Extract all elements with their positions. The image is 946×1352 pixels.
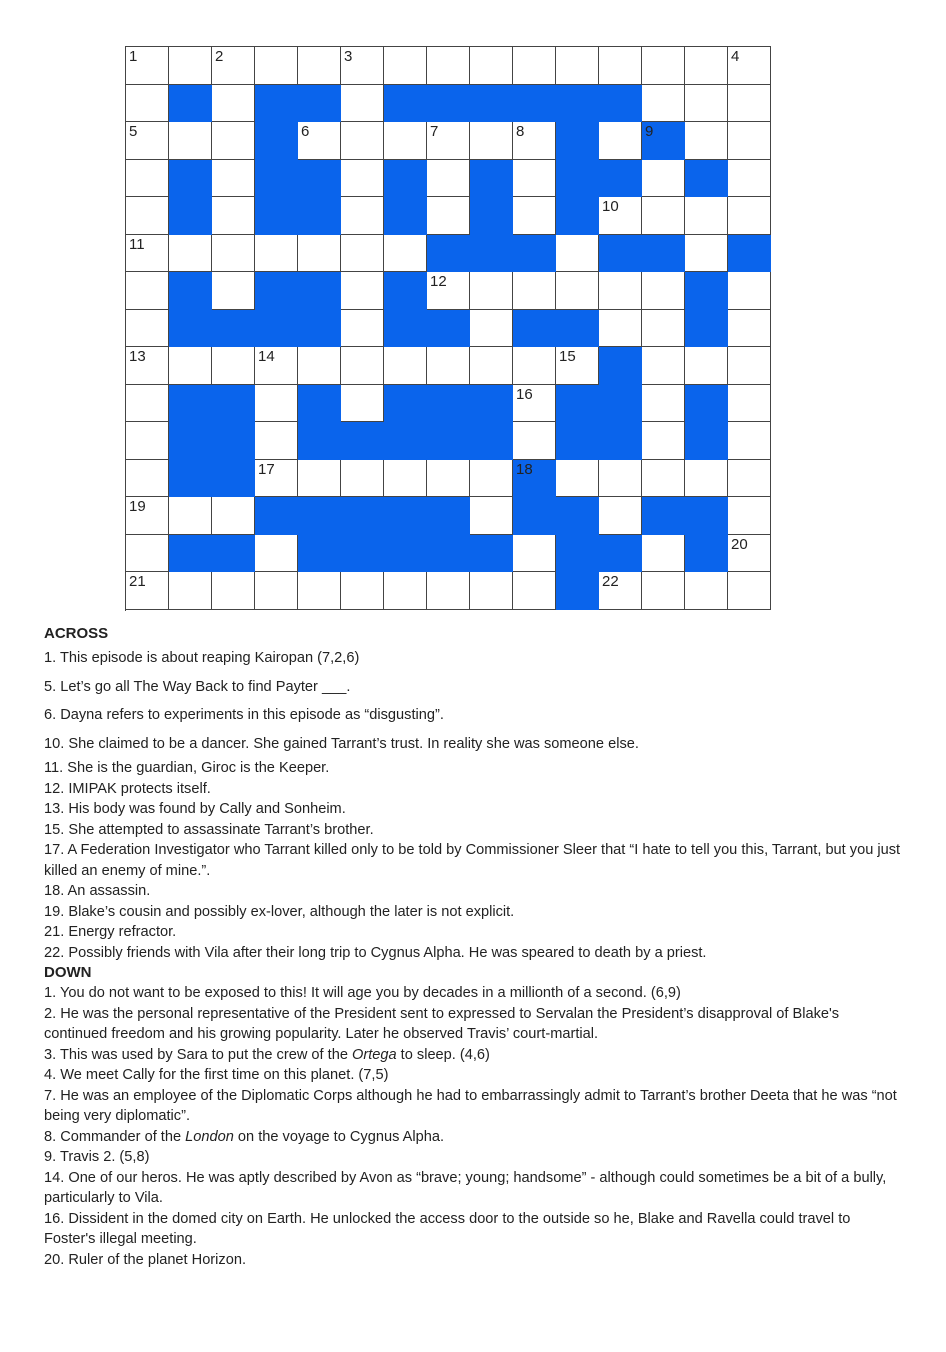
clue-number: 2 <box>215 48 224 65</box>
block-cell <box>298 310 341 348</box>
letter-cell[interactable] <box>728 422 771 460</box>
block-cell <box>384 85 427 123</box>
across-clue-list <box>44 644 904 963</box>
letter-cell[interactable] <box>126 197 169 235</box>
block-cell <box>556 85 599 123</box>
letter-cell[interactable] <box>341 385 384 423</box>
block-cell <box>599 422 642 460</box>
letter-cell[interactable] <box>728 272 771 310</box>
block-cell <box>169 197 212 235</box>
clues-section <box>44 624 904 1270</box>
block-cell <box>513 310 556 348</box>
letter-cell[interactable] <box>169 347 212 385</box>
clue-number: 14 <box>258 348 275 365</box>
clue-number: 8 <box>516 123 525 140</box>
block-cell <box>685 535 728 573</box>
letter-cell[interactable] <box>384 347 427 385</box>
letter-cell[interactable] <box>212 85 255 123</box>
letter-cell[interactable] <box>728 572 771 610</box>
letter-cell[interactable] <box>642 197 685 235</box>
block-cell <box>556 122 599 160</box>
letter-cell[interactable] <box>470 272 513 310</box>
letter-cell[interactable] <box>384 47 427 85</box>
letter-cell[interactable] <box>384 572 427 610</box>
down-clue: 2. He was the personal representative of the President sent to expressed to Servalan the President’s disapproval of Blake's continued freedom and his growing popularity. Later he observed Travis’ court-martial. <box>44 1005 840 1042</box>
across-clue: 18. An assassin. <box>44 883 151 899</box>
clue-number: 17 <box>258 460 275 478</box>
letter-cell[interactable] <box>728 310 771 348</box>
letter-cell[interactable] <box>513 160 556 198</box>
block-cell <box>384 197 427 235</box>
letter-cell[interactable] <box>599 460 642 498</box>
across-heading: ACROSS <box>44 625 109 642</box>
letter-cell[interactable] <box>599 572 642 610</box>
letter-cell[interactable] <box>685 347 728 385</box>
clue-number: 3 <box>344 48 353 65</box>
block-cell <box>384 310 427 348</box>
letter-cell[interactable] <box>642 422 685 460</box>
letter-cell[interactable] <box>556 47 599 85</box>
block-cell <box>556 535 599 573</box>
block-cell <box>255 160 298 198</box>
clue-number: 19 <box>129 498 146 515</box>
letter-cell[interactable] <box>126 160 169 198</box>
letter-cell[interactable] <box>470 460 513 498</box>
letter-cell[interactable] <box>685 197 728 235</box>
letter-cell[interactable] <box>427 572 470 610</box>
letter-cell[interactable] <box>255 460 298 498</box>
block-cell <box>298 497 341 535</box>
block-cell <box>212 422 255 460</box>
letter-cell[interactable] <box>126 422 169 460</box>
letter-cell[interactable] <box>341 197 384 235</box>
letter-cell[interactable] <box>728 497 771 535</box>
letter-cell[interactable] <box>513 385 556 423</box>
clue-number: 6 <box>301 123 310 140</box>
letter-cell[interactable] <box>126 535 169 573</box>
letter-cell[interactable] <box>642 160 685 198</box>
down-clue: 4. We meet Cally for the first time on this planet. (7,5) <box>44 1067 389 1083</box>
block-cell <box>298 535 341 573</box>
across-clue: 21. Energy refractor. <box>44 924 177 940</box>
letter-cell[interactable] <box>685 235 728 273</box>
letter-cell[interactable] <box>341 85 384 123</box>
across-clue: 19. Blake’s cousin and possibly ex-lover, although the later is not explicit. <box>44 903 515 920</box>
letter-cell[interactable] <box>255 47 298 85</box>
across-clue: 12. IMIPAK protects itself. <box>44 780 211 797</box>
letter-cell[interactable] <box>341 272 384 310</box>
block-cell <box>513 460 556 498</box>
letter-cell[interactable] <box>728 85 771 123</box>
letter-cell[interactable] <box>513 347 556 385</box>
clue-number: 11 <box>129 235 145 253</box>
letter-cell[interactable] <box>470 572 513 610</box>
letter-cell[interactable] <box>599 197 642 235</box>
letter-cell[interactable] <box>126 385 169 423</box>
letter-cell[interactable] <box>685 572 728 610</box>
letter-cell[interactable] <box>169 235 212 273</box>
clue-number: 13 <box>129 348 146 365</box>
letter-cell[interactable] <box>212 122 255 160</box>
letter-cell[interactable] <box>728 160 771 198</box>
letter-cell[interactable] <box>126 347 169 385</box>
down-clue: 8. Commander of the London on the voyage to Cygnus Alpha. <box>44 1128 444 1145</box>
block-cell <box>427 85 470 123</box>
letter-cell[interactable] <box>212 572 255 610</box>
block-cell <box>513 85 556 123</box>
letter-cell[interactable] <box>642 272 685 310</box>
block-cell <box>556 497 599 535</box>
block-cell <box>341 422 384 460</box>
letter-cell[interactable] <box>642 310 685 348</box>
block-cell <box>685 385 728 423</box>
letter-cell[interactable] <box>642 47 685 85</box>
block-cell <box>642 122 685 160</box>
block-cell <box>169 422 212 460</box>
block-cell <box>212 385 255 423</box>
block-cell <box>169 85 212 123</box>
down-clue: 9. Travis 2. (5,8) <box>44 1149 150 1165</box>
block-cell <box>298 385 341 423</box>
letter-cell[interactable] <box>341 122 384 160</box>
block-cell <box>556 385 599 423</box>
letter-cell[interactable] <box>599 47 642 85</box>
block-cell <box>384 535 427 573</box>
block-cell <box>212 460 255 498</box>
letter-cell[interactable] <box>470 347 513 385</box>
letter-cell[interactable] <box>685 47 728 85</box>
block-cell <box>556 572 599 610</box>
letter-cell[interactable] <box>126 460 169 498</box>
letter-cell[interactable] <box>685 460 728 498</box>
block-cell <box>513 235 556 273</box>
letter-cell[interactable] <box>341 572 384 610</box>
block-cell <box>599 385 642 423</box>
clue-number: 4 <box>731 48 740 65</box>
letter-cell[interactable] <box>599 310 642 348</box>
letter-cell[interactable] <box>384 235 427 273</box>
clue-number: 21 <box>129 573 146 590</box>
letter-cell[interactable] <box>341 310 384 348</box>
letter-cell[interactable] <box>384 460 427 498</box>
down-clue: 3. This was used by Sara to put the crew of the Ortega to sleep. (4,6) <box>44 1046 490 1063</box>
letter-cell[interactable] <box>728 122 771 160</box>
block-cell <box>470 422 513 460</box>
letter-cell[interactable] <box>169 122 212 160</box>
across-clue: 17. A Federation Investigator who Tarrant killed only to be told by Commissioner Sleer that “I hate to tell you this, Tarrant, but you just killed an enemy of mine.”. <box>44 842 901 879</box>
letter-cell[interactable] <box>169 47 212 85</box>
letter-cell[interactable] <box>728 197 771 235</box>
clue-number: 1 <box>129 48 138 65</box>
letter-cell[interactable] <box>298 235 341 273</box>
letter-cell[interactable] <box>298 572 341 610</box>
letter-cell[interactable] <box>470 497 513 535</box>
clue-number: 7 <box>430 123 439 140</box>
letter-cell[interactable] <box>384 122 427 160</box>
letter-cell[interactable] <box>298 122 341 160</box>
letter-cell[interactable] <box>513 572 556 610</box>
letter-cell[interactable] <box>212 347 255 385</box>
crossword-grid <box>126 47 771 610</box>
letter-cell[interactable] <box>255 347 298 385</box>
letter-cell[interactable] <box>341 460 384 498</box>
block-cell <box>169 460 212 498</box>
letter-cell[interactable] <box>169 572 212 610</box>
letter-cell[interactable] <box>126 572 169 610</box>
down-heading: DOWN <box>44 964 92 981</box>
block-cell <box>556 310 599 348</box>
down-clue: 16. Dissident in the domed city on Earth. He unlocked the access door to the outside so he, Blake and Ravella could travel to Foster's illegal meeting. <box>44 1210 851 1247</box>
letter-cell[interactable] <box>212 47 255 85</box>
block-cell <box>384 422 427 460</box>
clue-number: 16 <box>516 385 533 403</box>
clue-number: 12 <box>430 273 447 290</box>
block-cell <box>384 160 427 198</box>
block-cell <box>427 385 470 423</box>
block-cell <box>470 385 513 423</box>
block-cell <box>470 197 513 235</box>
letter-cell[interactable] <box>728 347 771 385</box>
letter-cell[interactable] <box>685 122 728 160</box>
block-cell <box>298 160 341 198</box>
letter-cell[interactable] <box>255 572 298 610</box>
letter-cell[interactable] <box>126 272 169 310</box>
block-cell <box>599 535 642 573</box>
block-cell <box>427 535 470 573</box>
block-cell <box>298 197 341 235</box>
block-cell <box>212 310 255 348</box>
letter-cell[interactable] <box>255 235 298 273</box>
letter-cell[interactable] <box>212 272 255 310</box>
down-clue: 7. He was an employee of the Diplomatic Corps although he had to embarrassingly admit to Tarrant’s brother Deeta that he was “not being very diplomatic”. <box>44 1087 897 1124</box>
across-clue: 1. This episode is about reaping Kairopan (7,2,6) <box>44 650 360 666</box>
block-cell <box>427 422 470 460</box>
block-cell <box>255 85 298 123</box>
letter-cell[interactable] <box>728 385 771 423</box>
letter-cell[interactable] <box>642 535 685 573</box>
clue-number: 9 <box>645 123 654 140</box>
block-cell <box>470 160 513 198</box>
letter-cell[interactable] <box>126 47 169 85</box>
letter-cell[interactable] <box>126 497 169 535</box>
block-cell <box>255 272 298 310</box>
letter-cell[interactable] <box>212 235 255 273</box>
clue-number: 10 <box>602 198 619 215</box>
across-clue: 22. Possibly friends with Vila after their long trip to Cygnus Alpha. He was speared to death by a priest. <box>44 944 707 961</box>
block-cell <box>470 85 513 123</box>
block-cell <box>470 235 513 273</box>
letter-cell[interactable] <box>298 347 341 385</box>
block-cell <box>685 310 728 348</box>
block-cell <box>298 85 341 123</box>
block-cell <box>599 160 642 198</box>
letter-cell[interactable] <box>513 122 556 160</box>
block-cell <box>685 497 728 535</box>
down-clue: 14. One of our heros. He was aptly described by Avon as “brave; young; handsome” - although could sometimes be a bit of a bully, particularly to Vila. <box>44 1169 887 1206</box>
across-clue: 5. Let’s go all The Way Back to find Payter ___. <box>44 678 351 695</box>
letter-cell[interactable] <box>341 347 384 385</box>
letter-cell[interactable] <box>341 47 384 85</box>
block-cell <box>341 497 384 535</box>
block-cell <box>169 160 212 198</box>
letter-cell[interactable] <box>599 122 642 160</box>
letter-cell[interactable] <box>298 460 341 498</box>
letter-cell[interactable] <box>728 535 771 573</box>
letter-cell[interactable] <box>212 197 255 235</box>
letter-cell[interactable] <box>212 160 255 198</box>
block-cell <box>556 197 599 235</box>
block-cell <box>599 347 642 385</box>
letter-cell[interactable] <box>556 235 599 273</box>
letter-cell[interactable] <box>642 385 685 423</box>
letter-cell[interactable] <box>556 272 599 310</box>
letter-cell[interactable] <box>470 310 513 348</box>
block-cell <box>169 272 212 310</box>
block-cell <box>212 535 255 573</box>
block-cell <box>169 535 212 573</box>
letter-cell[interactable] <box>126 122 169 160</box>
letter-cell[interactable] <box>427 460 470 498</box>
letter-cell[interactable] <box>169 497 212 535</box>
block-cell <box>169 310 212 348</box>
block-cell <box>384 272 427 310</box>
block-cell <box>642 497 685 535</box>
down-block <box>44 963 904 1270</box>
clue-number: 5 <box>129 123 138 140</box>
block-cell <box>298 422 341 460</box>
letter-cell[interactable] <box>427 272 470 310</box>
letter-cell[interactable] <box>599 497 642 535</box>
block-cell <box>427 235 470 273</box>
letter-cell[interactable] <box>642 85 685 123</box>
letter-cell[interactable] <box>255 385 298 423</box>
block-cell <box>255 497 298 535</box>
across-clue: 10. She claimed to be a dancer. She gained Tarrant’s trust. In reality she was someone else. <box>44 735 639 752</box>
letter-cell[interactable] <box>642 347 685 385</box>
letter-cell[interactable] <box>341 235 384 273</box>
block-cell <box>384 497 427 535</box>
across-clue: 15. She attempted to assassinate Tarrant’s brother. <box>44 821 374 838</box>
block-cell <box>599 235 642 273</box>
letter-cell[interactable] <box>126 85 169 123</box>
letter-cell[interactable] <box>642 572 685 610</box>
block-cell <box>556 422 599 460</box>
across-clue: 6. Dayna refers to experiments in this episode as “disgusting”. <box>44 707 444 723</box>
block-cell <box>685 422 728 460</box>
block-cell <box>556 160 599 198</box>
letter-cell[interactable] <box>513 47 556 85</box>
letter-cell[interactable] <box>513 535 556 573</box>
block-cell <box>255 197 298 235</box>
letter-cell[interactable] <box>212 497 255 535</box>
letter-cell[interactable] <box>427 197 470 235</box>
letter-cell[interactable] <box>556 347 599 385</box>
block-cell <box>642 235 685 273</box>
letter-cell[interactable] <box>126 235 169 273</box>
block-cell <box>298 272 341 310</box>
letter-cell[interactable] <box>427 347 470 385</box>
letter-cell[interactable] <box>556 460 599 498</box>
clue-number: 15 <box>559 348 576 365</box>
block-cell <box>169 385 212 423</box>
letter-cell[interactable] <box>728 460 771 498</box>
letter-cell[interactable] <box>427 122 470 160</box>
letter-cell[interactable] <box>255 422 298 460</box>
across-clue: 11. She is the guardian, Giroc is the Keeper. <box>44 760 330 776</box>
letter-cell[interactable] <box>728 47 771 85</box>
block-cell <box>685 272 728 310</box>
across-clue: 13. His body was found by Cally and Sonheim. <box>44 801 346 817</box>
down-clue: 1. You do not want to be exposed to this! It will age you by decades in a millionth of a second. (6,9) <box>44 985 681 1001</box>
letter-cell[interactable] <box>255 535 298 573</box>
clue-number: 22 <box>602 573 619 590</box>
block-cell <box>513 497 556 535</box>
clue-number: 20 <box>731 535 748 553</box>
block-cell <box>470 535 513 573</box>
block-cell <box>427 310 470 348</box>
letter-cell[interactable] <box>513 422 556 460</box>
block-cell <box>685 160 728 198</box>
letter-cell[interactable] <box>513 272 556 310</box>
block-cell <box>427 497 470 535</box>
letter-cell[interactable] <box>470 47 513 85</box>
letter-cell[interactable] <box>470 122 513 160</box>
block-cell <box>255 310 298 348</box>
letter-cell[interactable] <box>599 272 642 310</box>
letter-cell[interactable] <box>298 47 341 85</box>
block-cell <box>599 85 642 123</box>
letter-cell[interactable] <box>427 160 470 198</box>
block-cell <box>384 385 427 423</box>
letter-cell[interactable] <box>427 47 470 85</box>
block-cell <box>728 235 771 273</box>
down-clue: 20. Ruler of the planet Horizon. <box>44 1251 246 1268</box>
letter-cell[interactable] <box>126 310 169 348</box>
letter-cell[interactable] <box>685 85 728 123</box>
block-cell <box>341 535 384 573</box>
letter-cell[interactable] <box>642 460 685 498</box>
block-cell <box>255 122 298 160</box>
clue-number: 18 <box>516 460 533 478</box>
letter-cell[interactable] <box>513 197 556 235</box>
letter-cell[interactable] <box>341 160 384 198</box>
